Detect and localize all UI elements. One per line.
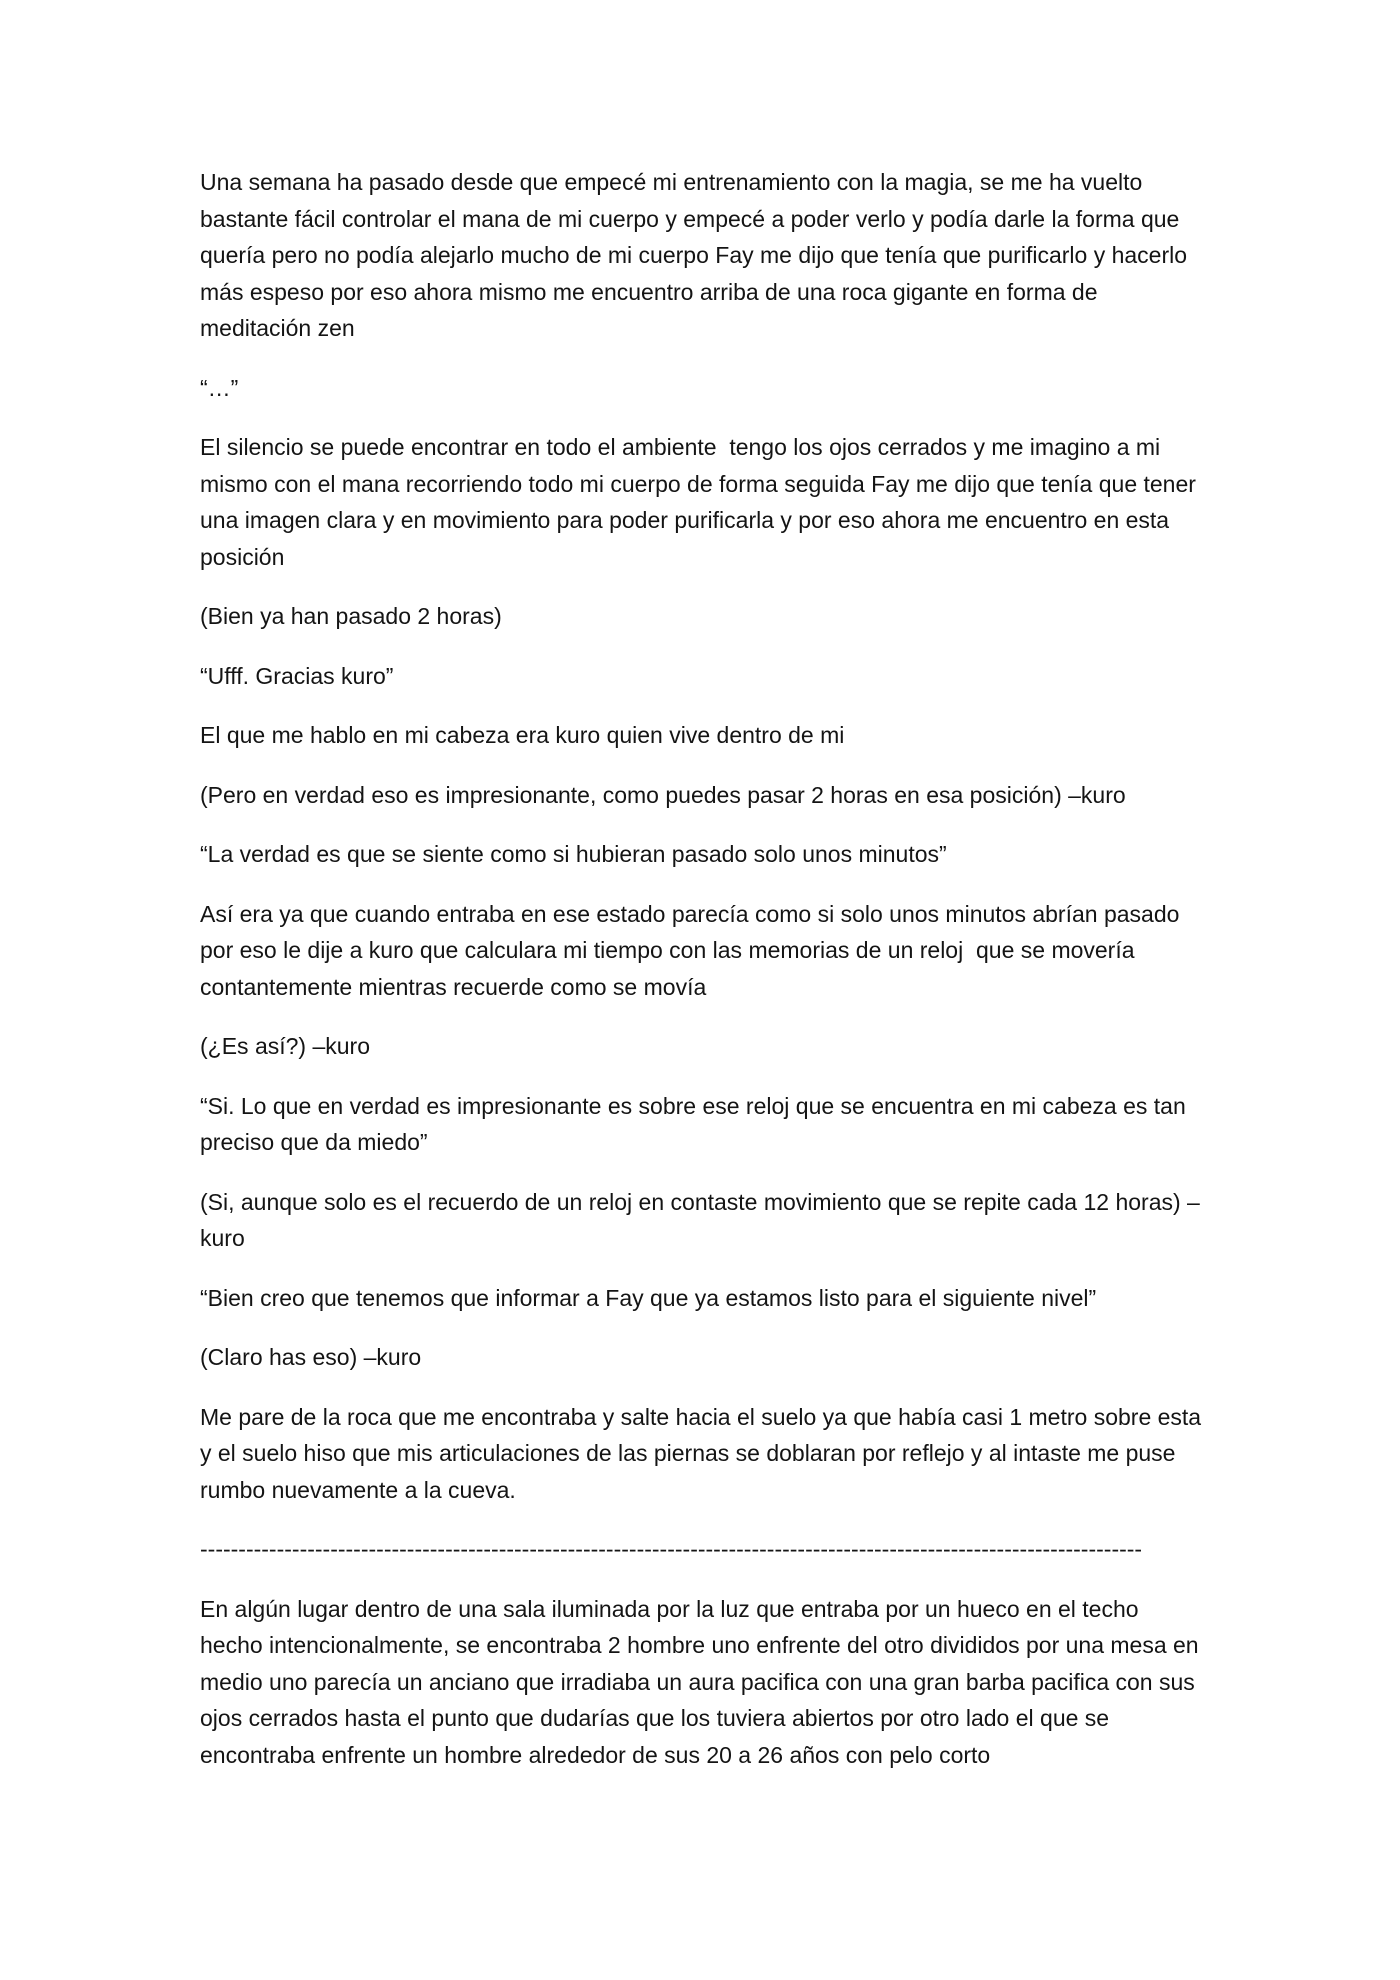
- paragraph-kuro-voice: El que me hablo en mi cabeza era kuro quien vive dentro de mi: [200, 722, 845, 748]
- paragraph-clock-memory: Así era ya que cuando entraba en ese estado parecía como si solo unos minutos abrían pasado por eso le dije a kuro que calculara mi tiempo con las memorias de un reloj que se movería contantemente mientras recuerde como se movía: [200, 900, 1186, 1000]
- paragraph-twelve-hours: (Si, aunque solo es el recuerdo de un reloj en contaste movimiento que se repite cada 12 horas) –kuro: [200, 1188, 1200, 1251]
- paragraph-is-it-so: (¿Es así?) –kuro: [200, 1033, 370, 1059]
- section-divider: ---------------------------------------------------------------------------------------------------------------------------: [200, 1536, 1143, 1562]
- paragraph-do-it: (Claro has eso) –kuro: [200, 1344, 422, 1370]
- paragraph-training-week: Una semana ha pasado desde que empecé mi entrenamiento con la magia, se me ha vuelto bastante fácil controlar el mana de mi cuerpo y empecé a poder verlo y podía darle la forma que quería pero no podía alejarlo mucho de mi cuerpo Fay me dijo que tenía que purificarlo y hacerlo más espeso por eso ahora mismo me encuentro arriba de una roca gigante en forma de meditación zen: [200, 169, 1194, 341]
- paragraph-two-hours: (Bien ya han pasado 2 horas): [200, 603, 502, 629]
- paragraph-next-level: “Bien creo que tenemos que informar a Fay que ya estamos listo para el siguiente nivel”: [200, 1284, 1097, 1311]
- paragraph-ellipsis-quote: “…”: [200, 374, 239, 401]
- paragraph-illuminated-room: En algún lugar dentro de una sala iluminada por la luz que entraba por un hueco en el techo hecho intencionalmente, se encontraba 2 hombre uno enfrente del otro divididos por una mesa en medio uno parecía un anciano que irradiaba un aura pacifica con una gran barba pacifica con sus ojos cerrados hasta el punto que dudarías que los tuviera abiertos por otro lado el que se encontraba enfrente un hombre alrededor de sus 20 a 26 años con pelo corto: [200, 1595, 1205, 1768]
- paragraph-minutes: “La verdad es que se siente como si hubieran pasado solo unos minutos”: [200, 841, 947, 867]
- paragraph-impressive: (Pero en verdad eso es impresionante, como puedes pasar 2 horas en esa posición) –kuro: [200, 781, 1126, 808]
- document-page: [200, 164, 1208, 1796]
- paragraph-precise-clock: “Si. Lo que en verdad es impresionante es sobre ese reloj que se encuentra en mi cabeza es tan preciso que da miedo”: [200, 1092, 1193, 1155]
- paragraph-jump-down: Me pare de la roca que me encontraba y salte hacia el suelo ya que había casi 1 metro sobre esta y el suelo hiso que mis articulaciones de las piernas se doblaran por reflejo y al intaste me puse rumbo nuevamente a la cueva.: [200, 1403, 1208, 1503]
- paragraph-silence: El silencio se puede encontrar en todo el ambiente tengo los ojos cerrados y me imagino a mi mismo con el mana recorriendo todo mi cuerpo de forma seguida Fay me dijo que tenía que tener una imagen clara y en movimiento para poder purificarla y por eso ahora me encuentro en esta posición: [200, 434, 1203, 570]
- paragraph-thanks-kuro: “Ufff. Gracias kuro”: [200, 662, 394, 689]
